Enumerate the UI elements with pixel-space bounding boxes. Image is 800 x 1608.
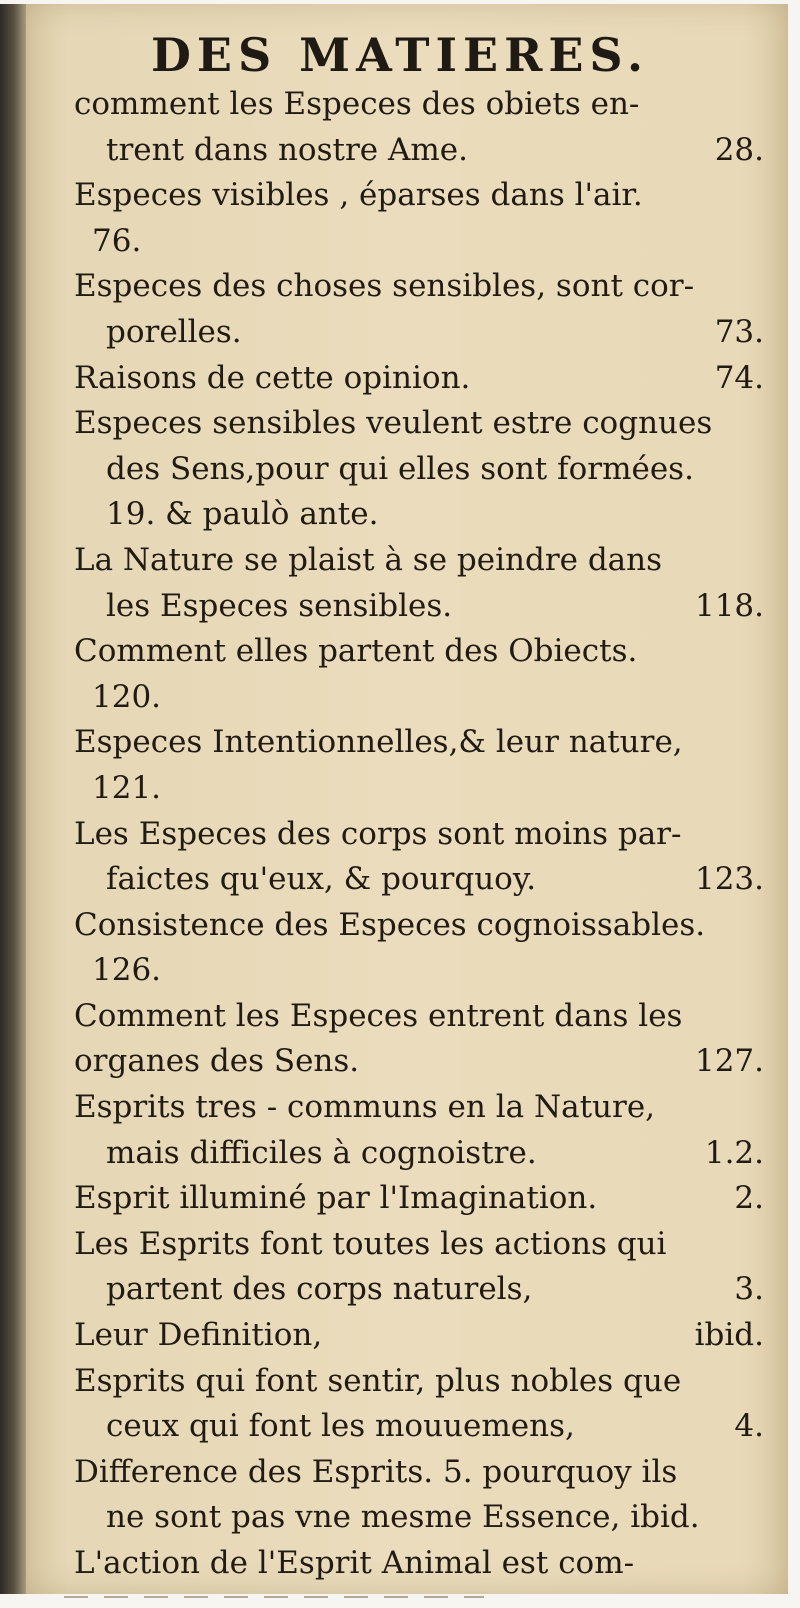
index-line: porelles. 73. [74,310,764,356]
index-line: ceux qui font les mouuemens, 4. [74,1404,764,1450]
index-line: Especes sensibles veulent estre cognues [74,405,713,442]
page-number: 1.2. [704,1134,764,1171]
index-line: Leur Definition, ibid. [74,1313,764,1359]
page-number: 73. [714,313,764,350]
index-line: Difference des Esprits. 5. pourquoy ils [74,1453,678,1490]
index-line: 121. [92,769,162,806]
index-line: les Especes sensibles. 118. [74,584,764,630]
index-line: 19. & paulò ante. [106,496,379,533]
index-line: trent dans nostre Ame. 28. [74,128,764,174]
index-line: Les Esprits font toutes les actions qui [74,1225,667,1262]
index-line: Esprit illuminé par l'Imagination. 2. [74,1176,764,1222]
page-number: 2. [734,1180,764,1217]
index-line: des Sens,pour qui elles sont formées. [106,450,694,487]
page-number: 28. [714,131,764,168]
index-line: Les Especes des corps sont moins par- [74,815,682,852]
page-number: 3. [734,1271,764,1308]
index-line: Comment elles partent des Obiects. [74,633,638,670]
page-number: 127. [694,1043,764,1080]
index-line: Especes des choses sensibles, sont cor- [74,268,695,305]
index-line: Especes visibles , éparses dans l'air. [74,177,643,214]
index-line: Esprits tres - communs en la Nature, [74,1089,656,1126]
running-heading: DES MATIERES. [151,28,649,82]
index-line: L'action de l'Esprit Animal est com- [74,1545,635,1581]
page-number: 74. [714,359,764,396]
index-line: comment les Especes des obiets en- [74,86,640,122]
index-line: Especes Intentionnelles,& leur nature, [74,724,683,761]
index-line: La Nature se plaist à se peindre dans [74,541,663,578]
index-line: 126. [92,952,162,989]
index-line: mais difficiles à cognoistre. 1.2. [74,1131,764,1177]
index-line: partent des corps naturels, 3. [74,1267,764,1313]
page-number: 4. [734,1408,764,1445]
ink-smudge [64,1596,484,1598]
index-line: ne sont pas vne mesme Essence, ibid. [106,1499,700,1536]
page-number: 118. [694,587,764,624]
index-line: 120. [92,678,162,715]
index-line: Comment les Especes entrent dans les [74,997,683,1034]
page-number: 123. [694,861,764,898]
index-line: organes des Sens. 127. [74,1039,764,1085]
index-entries [74,82,764,1587]
page-number: ibid. [694,1317,764,1354]
index-line: 76. [92,222,142,259]
index-line: Consistence des Especes cognoissables. [74,906,706,943]
index-line: Raisons de cette opinion. 74. [74,356,764,402]
binding-gutter [0,4,26,1594]
index-line: faictes qu'eux, & pourquoy. 123. [74,857,764,903]
index-line: Esprits qui font sentir, plus nobles que [74,1362,682,1399]
